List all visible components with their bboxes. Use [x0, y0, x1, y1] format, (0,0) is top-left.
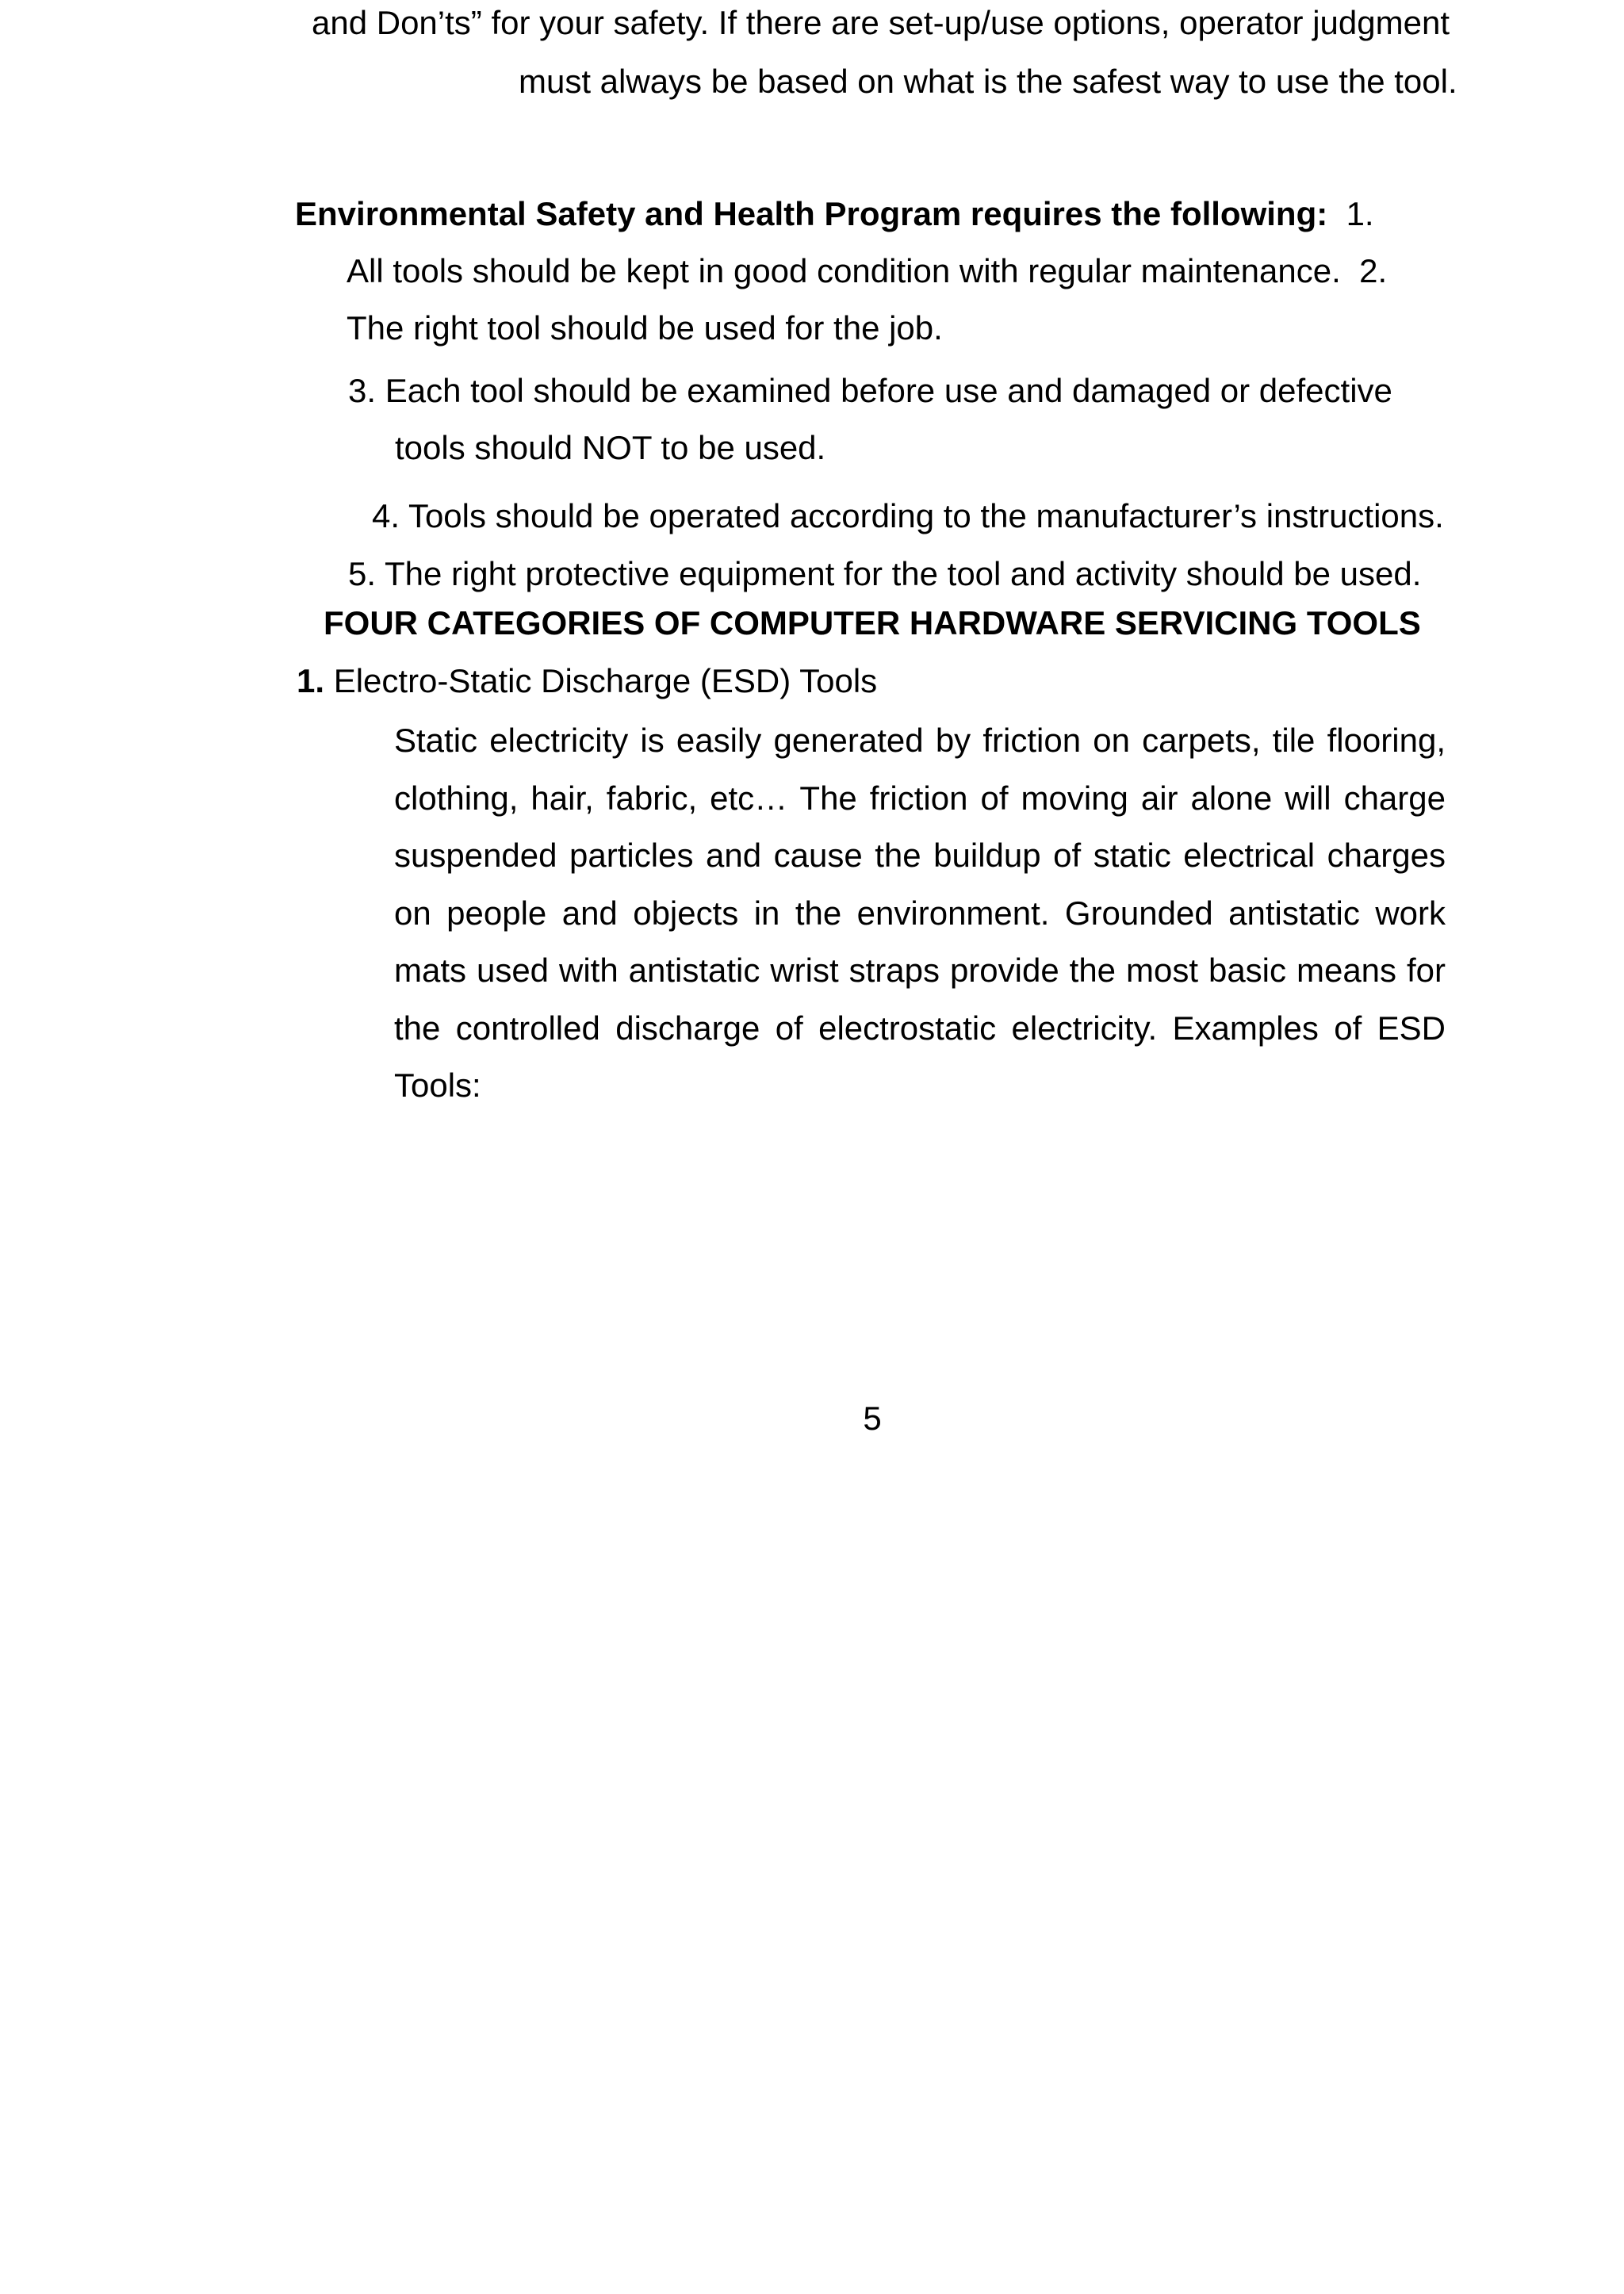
program-item-3-line-1: 3. Each tool should be examined before use and damaged or defective [348, 372, 1392, 409]
categories-heading: FOUR CATEGORIES OF COMPUTER HARDWARE SERVICING TOOLS [324, 604, 1421, 641]
program-item-2-number: 2. [1359, 252, 1388, 289]
program-item-3-line-2: tools should NOT to be used. [395, 429, 826, 466]
program-item-4: 4. Tools should be operated according to the manufacturer’s instructions. [372, 497, 1444, 534]
program-item-1-text: All tools should be kept in good condition with regular maintenance. [347, 252, 1341, 289]
program-heading-line [295, 197, 1374, 231]
program-heading-spacer [1327, 195, 1346, 232]
program-item-2-text: The right tool should be used for the job. [347, 309, 943, 347]
page-number: 5 [863, 1400, 882, 1437]
program-item-spacer [1341, 252, 1359, 289]
program-heading: Environmental Safety and Health Program requires the following: [295, 195, 1328, 232]
category-1-number: 1. [297, 662, 325, 699]
program-item-1-number: 1. [1346, 195, 1374, 232]
intro-line-2: must always be based on what is the safest way to use the tool. [519, 63, 1457, 100]
program-item-1-line [347, 252, 1388, 289]
category-1-title-line [297, 664, 877, 698]
program-item-5: 5. The right protective equipment for the tool and activity should be used. [348, 555, 1422, 592]
category-1-spacer [324, 662, 334, 699]
category-1-title: Electro-Static Discharge (ESD) Tools [333, 662, 878, 699]
intro-line-1: and Don’ts” for your safety. If there are set-up/use options, operator judgment [312, 4, 1450, 41]
category-1-body: Static electricity is easily generated by friction on carpets, tile flooring, clothing, hair, fabric, etc… The friction of moving air alone will charge suspended particles and cause the buildup of static electrical charges on people and objects in the environment. Grounded antistatic work mats used with antistatic wrist straps provide the most basic means for the controlled discharge of electrostatic electricity. Examples of ESD Tools: [394, 722, 1446, 1104]
